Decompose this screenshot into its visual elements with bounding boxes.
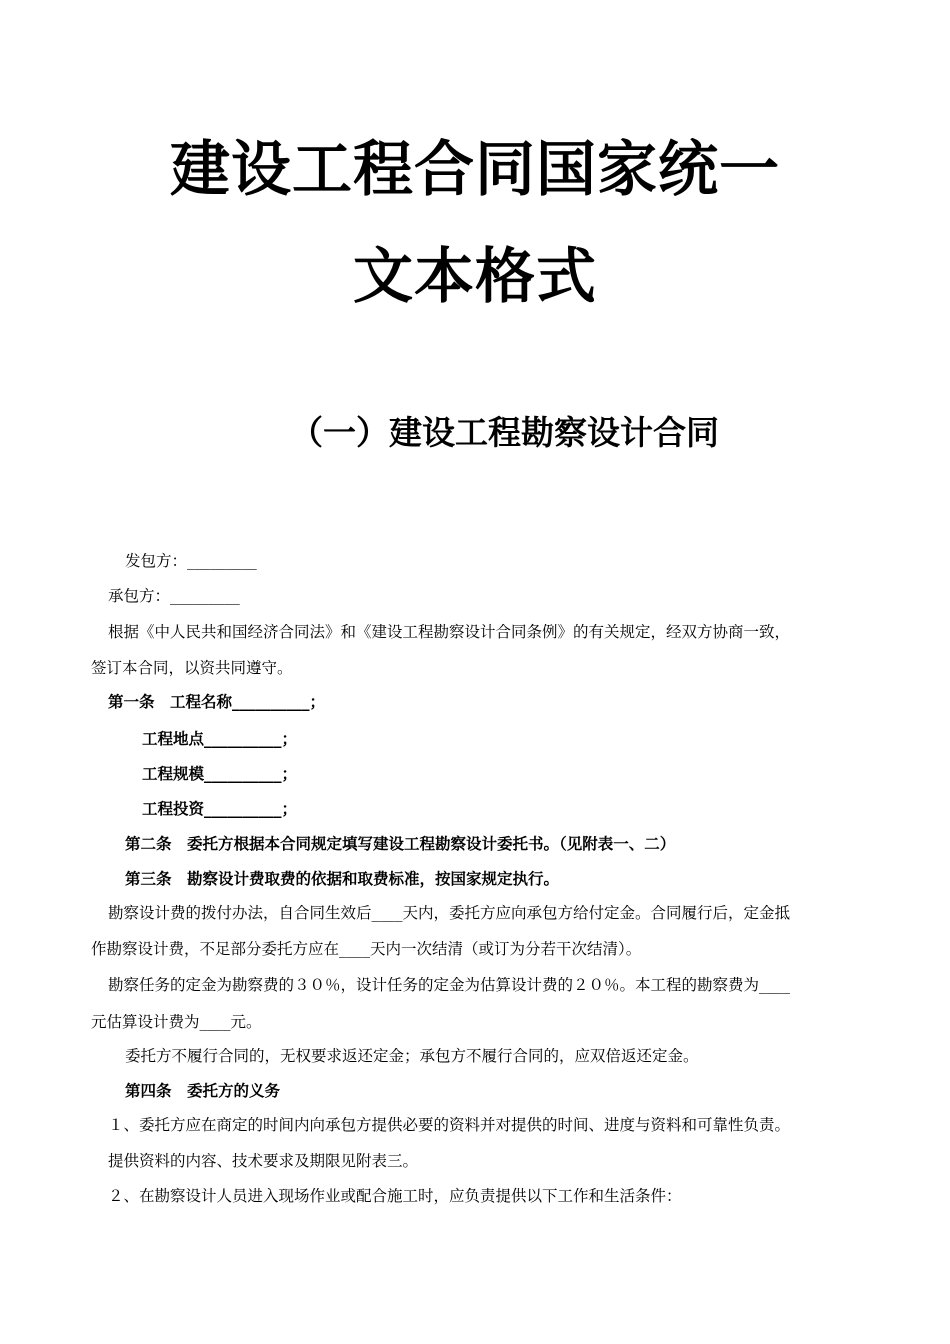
document-title-line-1: 建设工程合同国家统一 bbox=[170, 135, 780, 205]
contractor-party-line: 承包方：_________ bbox=[108, 587, 240, 605]
obligation-2-line: ２、在勘察设计人员进入现场作业或配合施工时，应负责提供以下工作和生活条件： bbox=[108, 1187, 682, 1205]
payment-method-line-1: 勘察设计费的拨付办法，自合同生效后____天内，委托方应向承包方给付定金。合同履行后，定金抵 bbox=[108, 904, 791, 922]
preamble-line-1: 根据《中人民共和国经济合同法》和《建设工程勘察设计合同条例》的有关规定，经双方协商一致， bbox=[108, 623, 791, 641]
section-heading: （一）建设工程勘察设计合同 bbox=[290, 413, 719, 452]
employer-party-line: 发包方：_________ bbox=[125, 552, 257, 570]
document-title-line-2: 文本格式 bbox=[353, 242, 597, 312]
project-scale-line: 工程规模__________； bbox=[142, 764, 298, 783]
deposit-line-1: 勘察任务的定金为勘察费的３０％，设计任务的定金为估算设计费的２０％。本工程的勘察费为____ bbox=[108, 976, 791, 994]
article-2-line: 第二条 委托方根据本合同规定填写建设工程勘察设计委托书。（见附表一、二） bbox=[125, 834, 676, 853]
preamble-line-2: 签订本合同，以资共同遵守。 bbox=[91, 659, 293, 677]
project-investment-line: 工程投资__________； bbox=[142, 799, 298, 818]
payment-method-line-2: 作勘察设计费，不足部分委托方应在____天内一次结清（或订为分若干次结清）。 bbox=[91, 940, 642, 958]
obligation-1-line-2: 提供资料的内容、技术要求及期限见附表三。 bbox=[108, 1152, 419, 1170]
deposit-forfeit-line: 委托方不履行合同的，无权要求返还定金；承包方不履行合同的，应双倍返还定金。 bbox=[125, 1047, 699, 1065]
obligation-1-line-1: １、委托方应在商定的时间内向承包方提供必要的资料并对提供的时间、进度与资料和可靠性负责。 bbox=[108, 1116, 791, 1134]
article-1-heading: 第一条 工程名称__________； bbox=[108, 692, 326, 711]
project-location-line: 工程地点__________； bbox=[142, 729, 298, 748]
deposit-line-2: 元估算设计费为____元。 bbox=[91, 1013, 262, 1031]
article-3-line: 第三条 勘察设计费取费的依据和取费标准，按国家规定执行。 bbox=[125, 869, 560, 888]
article-4-heading: 第四条 委托方的义务 bbox=[125, 1081, 281, 1100]
